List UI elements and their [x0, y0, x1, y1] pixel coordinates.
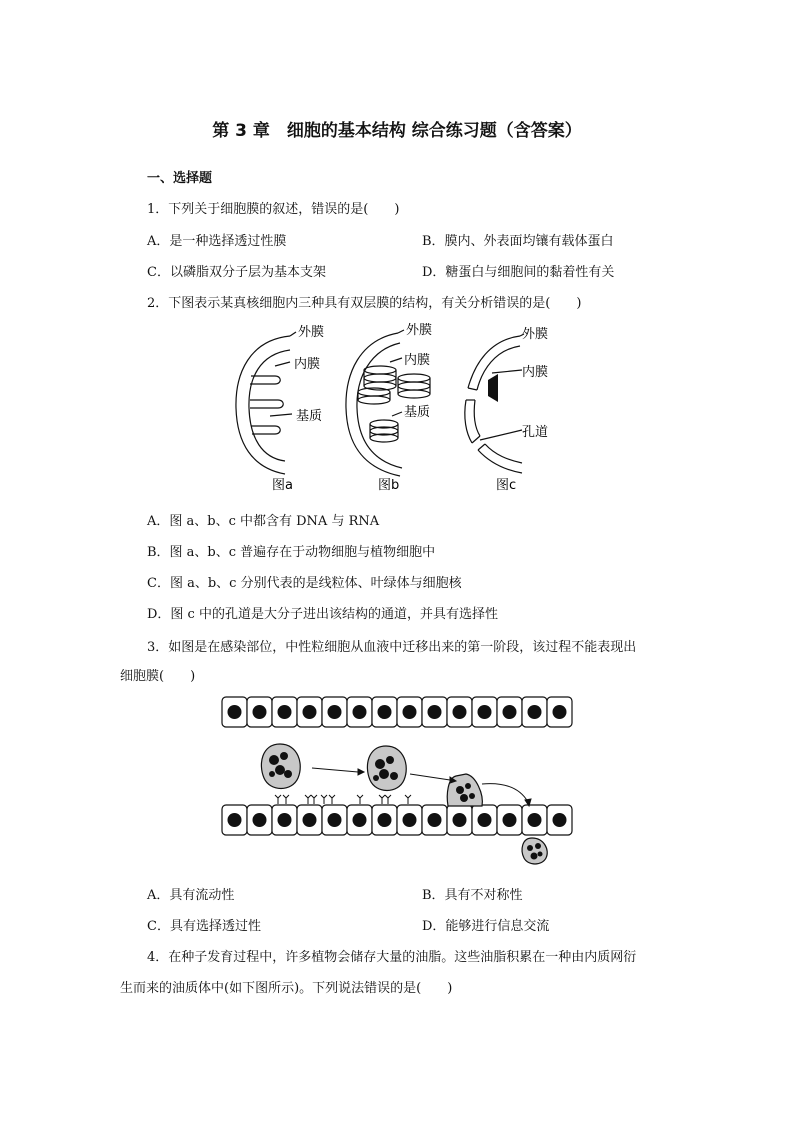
- migration-arrows: [312, 768, 531, 806]
- q1-option-d: D．糖蛋白与细胞间的黏着性有关: [422, 265, 615, 280]
- cell-nucleus: [403, 813, 417, 827]
- cell-nucleus: [253, 705, 267, 719]
- cell-nucleus: [553, 813, 567, 827]
- cell-nucleus: [428, 705, 442, 719]
- figure-a-mitochondrion: [236, 332, 296, 474]
- cell-nucleus: [303, 705, 317, 719]
- cell-nucleus: [328, 813, 342, 827]
- cell-nucleus: [503, 705, 517, 719]
- q3-figure: [220, 694, 580, 870]
- cell-nucleus: [303, 813, 317, 827]
- figure-c-pore-complex: [488, 374, 498, 402]
- cell-nucleus: [528, 705, 542, 719]
- cell-nucleus: [428, 813, 442, 827]
- cell-nucleus: [278, 813, 292, 827]
- cell-nucleus: [478, 705, 492, 719]
- q3-stem-line2: 细胞膜( ): [120, 669, 196, 684]
- cell-nucleus: [453, 813, 467, 827]
- figure-c-label-pore: 孔道: [522, 425, 549, 440]
- cell-nucleus: [278, 705, 292, 719]
- q3-option-a: A．具有流动性: [147, 888, 235, 903]
- q2-option-d: D．图 c 中的孔道是大分子进出该结构的通道，并具有选择性: [147, 607, 498, 622]
- bottom-cell-row: [222, 805, 572, 835]
- q3-option-c: C．具有选择透过性: [147, 919, 261, 934]
- cell-nucleus: [253, 813, 267, 827]
- cell-nucleus: [353, 705, 367, 719]
- figure-b-chloroplast: [346, 330, 430, 476]
- q1-option-b: B．膜内、外表面均镶有载体蛋白: [422, 234, 614, 249]
- q1-option-a: A．是一种选择透过性膜: [147, 234, 287, 249]
- q2-option-a: A．图 a、b、c 中都含有 DNA 与 RNA: [147, 514, 380, 529]
- figure-a-label-inner: 内膜: [294, 357, 321, 372]
- neutrophil-4: [522, 838, 547, 864]
- q2-stem: 2．下图表示某真核细胞内三种具有双层膜的结构，有关分析错误的是( ): [147, 296, 582, 311]
- neutrophil-1: [261, 744, 300, 789]
- figure-b-label-inner: 内膜: [404, 353, 431, 368]
- cell-nucleus: [378, 813, 392, 827]
- membrane-receptors: [275, 795, 411, 804]
- neutrophil-2: [367, 746, 406, 791]
- q2-figure: [230, 318, 570, 498]
- figure-a-label-outer: 外膜: [298, 325, 325, 340]
- figure-a-label-matrix: 基质: [296, 409, 323, 424]
- q2-option-b: B．图 a、b、c 普遍存在于动物细胞与植物细胞中: [147, 545, 436, 560]
- cell-nucleus: [403, 705, 417, 719]
- cell-nucleus: [228, 813, 242, 827]
- q1-option-c: C．以磷脂双分子层为基本支架: [147, 265, 326, 280]
- top-cell-row: [222, 697, 572, 727]
- q4-stem-line1: 4．在种子发育过程中，许多植物会储存大量的油脂。这些油脂积累在一种由内质网衍: [147, 950, 637, 965]
- cell-nucleus: [328, 705, 342, 719]
- cell-nucleus: [353, 813, 367, 827]
- q3-stem-line1: 3．如图是在感染部位，中性粒细胞从血液中迁移出来的第一阶段，该过程不能表现出: [147, 640, 637, 655]
- figure-a-caption: 图a: [272, 478, 293, 493]
- cell-nucleus: [503, 813, 517, 827]
- figure-b-label-outer: 外膜: [406, 323, 433, 338]
- cell-nucleus: [528, 813, 542, 827]
- figure-b-caption: 图b: [378, 478, 400, 493]
- q3-option-d: D．能够进行信息交流: [422, 919, 550, 934]
- cell-nucleus: [453, 705, 467, 719]
- section-heading: 一、选择题: [147, 171, 213, 186]
- figure-b-label-matrix: 基质: [404, 405, 431, 420]
- q3-option-b: B．具有不对称性: [422, 888, 523, 903]
- cell-nucleus: [553, 705, 567, 719]
- figure-c-nucleus: [465, 334, 524, 473]
- q1-stem: 1．下列关于细胞膜的叙述，错误的是( ): [147, 202, 400, 217]
- cell-nucleus: [378, 705, 392, 719]
- cell-nucleus: [228, 705, 242, 719]
- q4-stem-line2: 生而来的油质体中(如下图所示)。下列说法错误的是( ): [120, 981, 453, 996]
- figure-c-label-outer: 外膜: [522, 327, 549, 342]
- page-title: 第 3 章 细胞的基本结构 综合练习题（含答案）: [212, 121, 582, 141]
- figure-c-label-inner: 内膜: [522, 365, 549, 380]
- q2-option-c: C．图 a、b、c 分别代表的是线粒体、叶绿体与细胞核: [147, 576, 462, 591]
- cell-nucleus: [478, 813, 492, 827]
- figure-c-caption: 图c: [496, 478, 517, 493]
